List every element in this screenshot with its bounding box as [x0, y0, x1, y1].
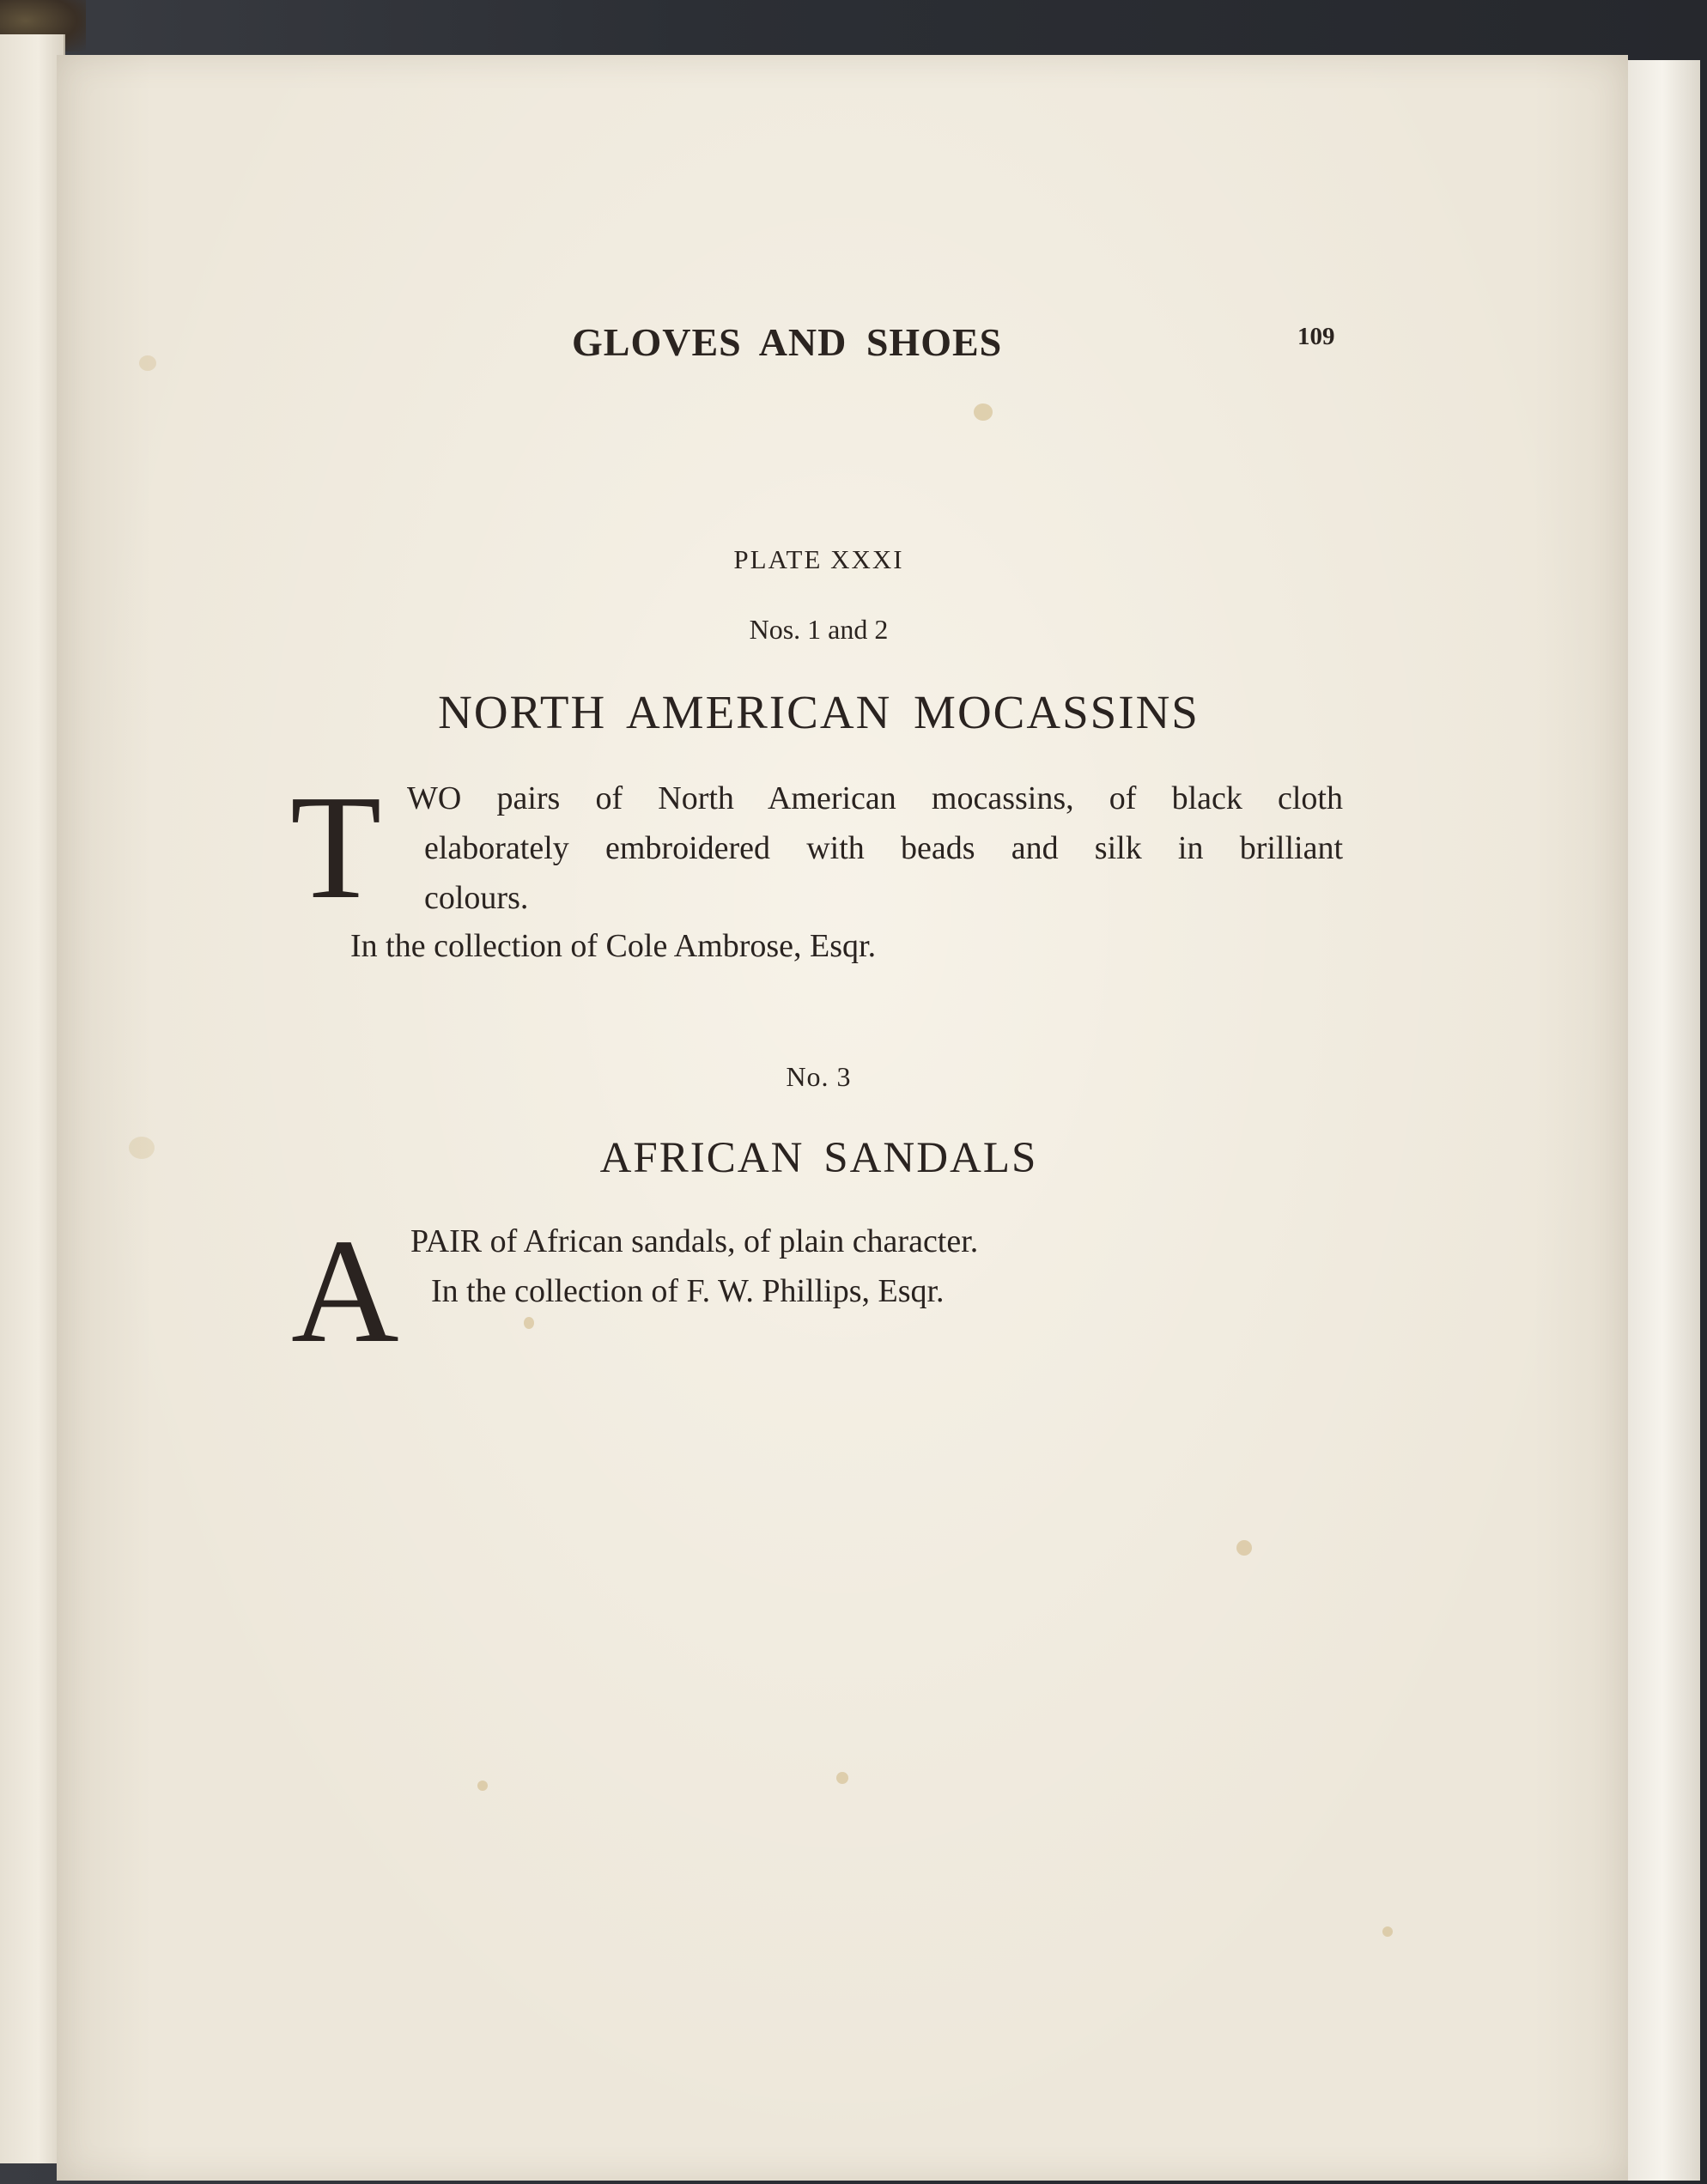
paper-foxing-spot — [1236, 1540, 1252, 1556]
section-1-numbers: Nos. 1 and 2 — [749, 614, 889, 645]
paper-foxing-spot — [974, 403, 993, 421]
page-number: 109 — [1297, 323, 1335, 350]
section-2-numbers: No. 3 — [786, 1061, 852, 1092]
section-2-text-line: PAIR of African sandals, of plain character. — [410, 1223, 979, 1259]
paper-foxing-spot — [477, 1781, 488, 1791]
paper-foxing-spot — [139, 355, 156, 371]
section-1-text-line: colours. — [424, 880, 529, 916]
paper-foxing-spot — [524, 1317, 534, 1329]
section-2-heading: AFRICAN SANDALS — [599, 1134, 1038, 1182]
plate-label: PLATE XXXI — [733, 544, 904, 574]
page-stack-edge — [1623, 60, 1700, 2181]
section-2-dropcap: A — [291, 1208, 399, 1374]
running-head-title: GLOVES AND SHOES — [572, 320, 1003, 364]
section-2-collection-note: In the collection of F. W. Phillips, Esqr. — [431, 1273, 945, 1309]
section-1-text-line: WO pairs of North American mocassins, of black cloth — [407, 780, 1343, 816]
section-1-heading: NORTH AMERICAN MOCASSINS — [438, 686, 1200, 738]
section-1-text-line: elaborately embroidered with beads and silk in brilliant — [424, 830, 1343, 866]
book-page — [57, 55, 1628, 2181]
section-1-dropcap: T — [290, 764, 382, 930]
paper-foxing-spot — [1382, 1926, 1393, 1937]
section-1-collection-note: In the collection of Cole Ambrose, Esqr. — [350, 928, 877, 964]
previous-page-edge — [0, 34, 65, 2163]
paper-foxing-spot — [836, 1772, 848, 1784]
